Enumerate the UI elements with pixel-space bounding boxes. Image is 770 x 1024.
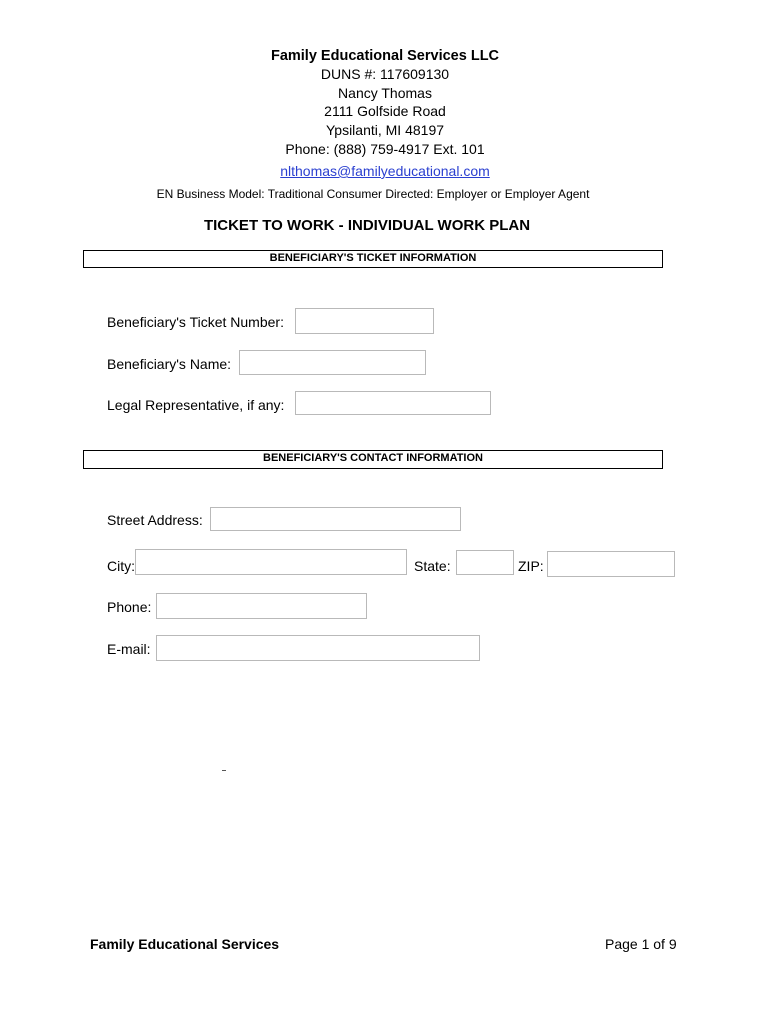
company-email-link[interactable]: nlthomas@familyeducational.com: [280, 163, 490, 179]
company-street: 2111 Golfside Road: [324, 103, 446, 119]
company-city-state-zip: Ypsilanti, MI 48197: [325, 122, 445, 138]
legal-rep-field[interactable]: [295, 391, 491, 415]
legal-rep-label: Legal Representative, if any:: [107, 397, 285, 413]
beneficiary-name-label: Beneficiary's Name:: [107, 356, 232, 372]
email-label: E-mail:: [107, 641, 151, 657]
beneficiary-name-field[interactable]: [239, 350, 426, 375]
zip-field[interactable]: [547, 551, 675, 577]
duns-number: DUNS #: 117609130: [320, 66, 450, 82]
state-label: State:: [414, 558, 451, 574]
contact-name: Nancy Thomas: [338, 85, 432, 101]
email-field[interactable]: [156, 635, 480, 661]
phone-label: Phone:: [107, 599, 152, 615]
city-label: City:: [107, 558, 135, 574]
stray-mark: [222, 770, 226, 771]
ticket-number-label: Beneficiary's Ticket Number:: [107, 314, 284, 330]
page-number: Page 1 of 9: [605, 936, 677, 952]
company-phone: Phone: (888) 759-4917 Ext. 101: [285, 141, 485, 157]
ticket-info-heading: BENEFICIARY'S TICKET INFORMATION: [83, 250, 663, 268]
street-address-label: Street Address:: [107, 512, 203, 528]
city-field[interactable]: [135, 549, 407, 575]
state-field[interactable]: [456, 550, 514, 575]
business-model: EN Business Model: Traditional Consumer Directed: Employer or Employer Agent: [156, 187, 590, 201]
zip-label: ZIP:: [518, 558, 544, 574]
document-title: TICKET TO WORK - INDIVIDUAL WORK PLAN: [203, 217, 531, 234]
company-name: Family Educational Services LLC: [270, 48, 500, 64]
contact-info-heading: BENEFICIARY'S CONTACT INFORMATION: [83, 450, 663, 469]
street-address-field[interactable]: [210, 507, 461, 531]
footer-company: Family Educational Services: [90, 936, 280, 952]
phone-field[interactable]: [156, 593, 367, 619]
ticket-number-field[interactable]: [295, 308, 434, 334]
